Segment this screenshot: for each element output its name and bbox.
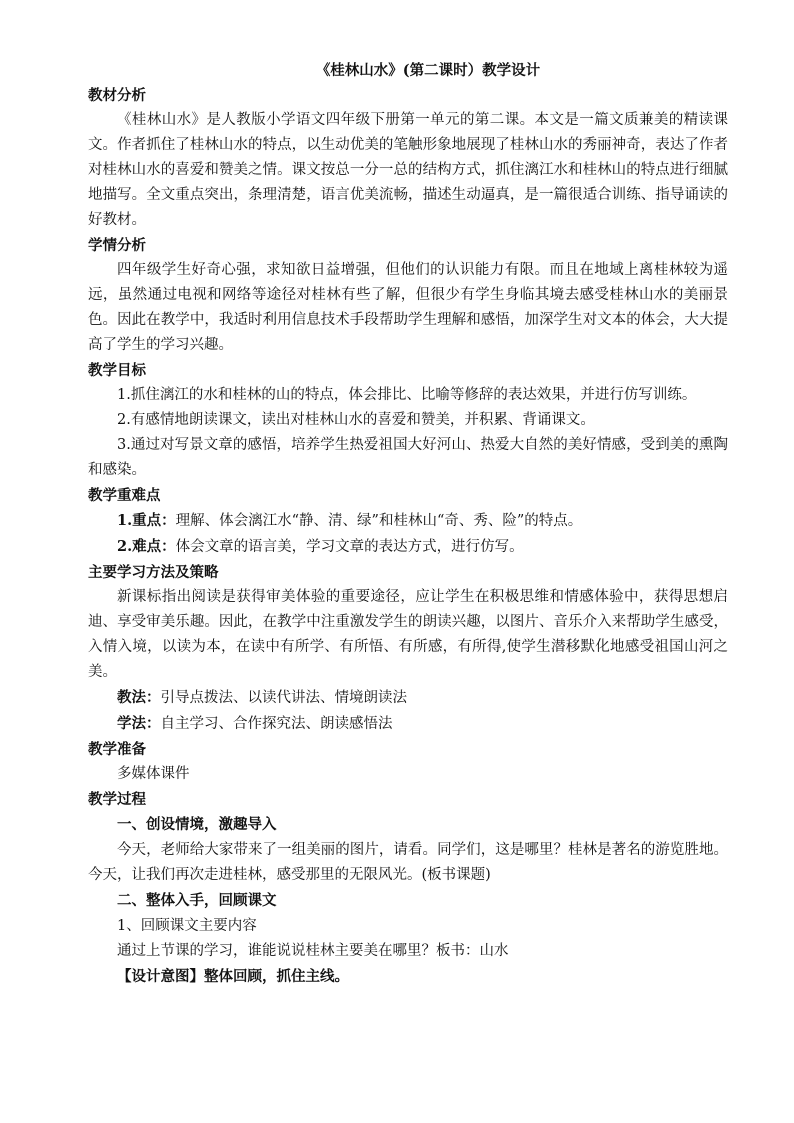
difficult-point-line: [88, 534, 728, 560]
key-point-line: [88, 508, 728, 534]
step2-paragraph: 通过上节课的学习，谁能说说桂林主要美在哪里？板书：山水: [117, 943, 509, 959]
paragraph-methods: 新课标指出阅读是获得审美体验的重要途径，应让学生在积极思维和情感体验中，获得思想启迪、享受审美乐趣。因此，在教学中注重激发学生的朗读兴趣，以图片、音乐介入来帮助学生感受，入情入境，以读为本，在读中有所学、有所悟、有所感，有所得,使学生潜移默化地感受祖国山河之美。: [88, 589, 728, 680]
paragraph-student-analysis: 四年级学生好奇心强，求知欲日益增强，但他们的认识能力有限。而且在地域上离桂林较为遥远，虽然通过电视和网络等途径对桂林有些了解，但很少有学生身临其境去感受桂林山水的美丽景色。因此在教学中，我适时利用信息技术手段帮助学生理解和感悟，加深学生对文本的体会，大大提高了学生的学习兴趣。: [88, 262, 728, 353]
key-point-label: 1.重点：: [117, 512, 176, 529]
difficult-point-text: 体会文章的语言美，学习文章的表达方式，进行仿写。: [175, 539, 524, 555]
step2-heading: 二、整体入手，回顾课文: [117, 892, 277, 909]
learning-method-label: 学法：: [117, 715, 161, 732]
key-point-text: 理解、体会漓江水“静、清、绿”和桂林山“奇、秀、险”的特点。: [175, 513, 583, 529]
heading-textbook-analysis: 教材分析: [88, 87, 146, 104]
heading-preparation: 教学准备: [88, 741, 146, 758]
teaching-method-text: 引导点拨法、以读代讲法、情境朗读法: [160, 690, 407, 706]
step1-heading: 一、创设情境，激趣导入: [117, 816, 277, 833]
heading-teaching-goals: 教学目标: [88, 362, 146, 379]
teaching-method-label: 教法：: [117, 689, 161, 706]
design-intent-line: 【设计意图】整体回顾，抓住主线。: [117, 968, 349, 985]
heading-key-difficult-points: 教学重难点: [88, 487, 161, 504]
step1-paragraph: 今天，老师给大家带来了一组美丽的图片，请看。同学们，这是哪里？桂林是著名的游览胜地。今天，让我们再次走进桂林，感受那里的无限风光。(板书课题): [88, 842, 728, 883]
learning-method-line: [88, 711, 728, 737]
learning-method-text: 自主学习、合作探究法、朗读感悟法: [160, 716, 393, 732]
document-page: [88, 58, 728, 990]
heading-teaching-process: 教学过程: [88, 791, 146, 808]
paragraph-preparation: 多媒体课件: [117, 766, 190, 782]
document-title: 《桂林山水》(第二课时）教学设计: [315, 62, 541, 79]
teaching-method-line: [88, 685, 728, 711]
paragraph-textbook-analysis: 《桂林山水》是人教版小学语文四年级下册第一单元的第二课。本文是一篇文质兼美的精读课文。作者抓住了桂林山水的特点，以生动优美的笔触形象地展现了桂林山水的秀丽神奇，表达了作者对桂林山水的喜爱和赞美之情。课文按总一分一总的结构方式，抓住漓江水和桂林山的特点进行细腻地描写。全文重点突出，条理清楚，语言优美流畅，描述生动逼真，是一篇很适合训练、指导诵读的好教材。: [88, 112, 728, 228]
step2-subheading: 1、回顾课文主要内容: [117, 918, 257, 934]
heading-student-analysis: 学情分析: [88, 237, 146, 254]
heading-methods-strategies: 主要学习方法及策略: [88, 564, 219, 581]
goal-item-2: 2.有感情地朗读课文，读出对桂林山水的喜爱和赞美，并积累、背诵课文。: [117, 412, 595, 428]
goal-item-3: 3.通过对写景文章的感悟，培养学生热爱祖国大好河山、热爱大自然的美好情感，受到美的熏陶和感染。: [88, 437, 728, 478]
difficult-point-label: 2.难点：: [117, 538, 176, 555]
goal-item-1: 1.抓住漓江的水和桂林的山的特点，体会排比、比喻等修辞的表达效果，并进行仿写训练。: [117, 387, 697, 403]
